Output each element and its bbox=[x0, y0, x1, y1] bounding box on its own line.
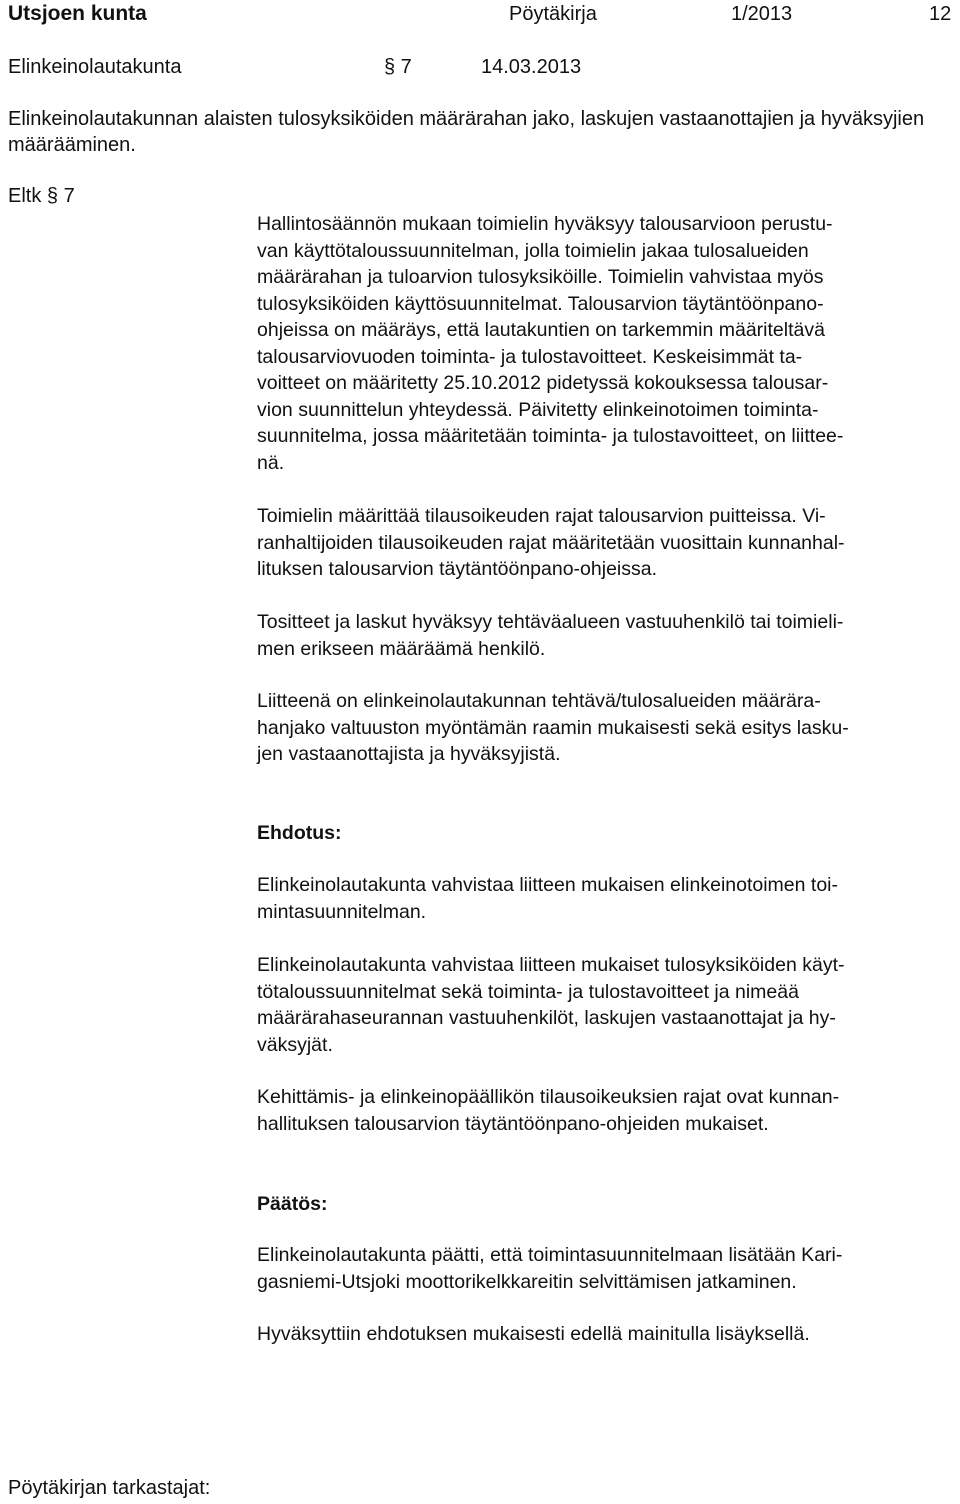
body-paragraph: Liitteenä on elinkeinolautakunnan tehtävä/tulosalueiden määrära- hanjako valtuuston myöntämän raamin mukaisesti sekä esitys lasku- jen vastaanottajista ja hyväksyjistä. bbox=[257, 690, 849, 765]
body-paragraph: Tositteet ja laskut hyväksyy tehtäväalueen vastuuhenkilö tai toimieli- men erikseen määräämä henkilö. bbox=[257, 611, 844, 660]
paragraph-order-rights bbox=[257, 503, 957, 583]
paragraph-invoices bbox=[257, 609, 957, 662]
body-paragraph: Elinkeinolautakunta vahvistaa liitteen mukaiset tulosyksiköiden käyt- tötaloussuunnitelmat sekä toiminta- ja tulostavoitteet ja nimeää määrärahaseurannan vastuuhenkilöt, laskujen vastaanottajat ja hy- väksyjät. bbox=[257, 954, 845, 1056]
body-paragraph: Elinkeinolautakunta vahvistaa liitteen mukaisen elinkeinotoimen toi- mintasuunnitelman. bbox=[257, 874, 839, 923]
decision-paragraph-2 bbox=[257, 1321, 957, 1348]
proposal-paragraph-1 bbox=[257, 872, 957, 925]
minutes-checkers-label: Pöytäkirjan tarkastajat: bbox=[8, 1477, 211, 1499]
section-label: Eltk § 7 bbox=[8, 185, 75, 207]
body-paragraph: Elinkeinolautakunta päätti, että toimintasuunnitelmaan lisätään Kari- gasniemi-Utsjoki moottorikelkkareitin selvittämisen jatkaminen. bbox=[257, 1244, 843, 1293]
proposal-paragraph-2 bbox=[257, 952, 957, 1058]
proposal-section bbox=[257, 820, 957, 847]
document-type: Pöytäkirja bbox=[509, 3, 597, 25]
decision-section bbox=[257, 1191, 957, 1218]
body-paragraph: Kehittämis- ja elinkeinopäällikön tilausoikeuksien rajat ovat kunnan- hallituksen talousarvion täytäntöönpano-ohjeiden mukaiset. bbox=[257, 1086, 840, 1135]
proposal-heading: Ehdotus: bbox=[257, 822, 342, 844]
paragraph-attachment bbox=[257, 688, 957, 768]
paragraph-regulations bbox=[257, 211, 957, 476]
organization-name: Utsjoen kunta bbox=[8, 2, 147, 25]
document-number: 1/2013 bbox=[731, 3, 793, 25]
body-paragraph: Toimielin määrittää tilausoikeuden rajat talousarvion puitteissa. Vi- ranhaltijoiden tilausoikeuden rajat määritetään vuosittain kunnanhal- lituksen talousarvion täytäntöönpano-ohjeissa. bbox=[257, 505, 845, 580]
section-number: § 7 bbox=[384, 56, 412, 78]
meeting-date: 14.03.2013 bbox=[481, 56, 582, 78]
board-name: Elinkeinolautakunta bbox=[8, 56, 182, 78]
agenda-item-title: Elinkeinolautakunnan alaisten tulosyksiköiden määrärahan jako, laskujen vastaanottajien ja hyväksyjien määrääminen. bbox=[8, 108, 925, 156]
body-paragraph: Hallintosäännön mukaan toimielin hyväksyy talousarvioon perustu- van käyttötaloussuunnitelman, jolla toimielin jakaa tulosalueiden määrärahan ja tuloarvion tulosyksiköille. Toimielin vahvistaa myös tulosyksiköiden käyttösuunnitelmat. Talousarvion täytäntöönpano- ohjeissa on määräys, että lautakuntien on tarkemmin määriteltävä talousarviovuoden toiminta- ja tulostavoitteet. Keskeisimmät ta- voitteet on määritetty 25.10.2012 pidetyssä kokouksessa talousar- vion suunnittelun yhteydessä. Päivitetty elinkeinotoimen toiminta- suunnitelma, jossa määritetään toiminta- ja tulostavoitteet, on liittee- nä. bbox=[257, 213, 844, 474]
proposal-paragraph-3 bbox=[257, 1084, 957, 1137]
body-paragraph: Hyväksyttiin ehdotuksen mukaisesti edellä mainitulla lisäyksellä. bbox=[257, 1323, 810, 1345]
page-number: 12 bbox=[929, 3, 952, 25]
decision-paragraph-1 bbox=[257, 1242, 957, 1295]
decision-heading: Päätös: bbox=[257, 1193, 328, 1215]
